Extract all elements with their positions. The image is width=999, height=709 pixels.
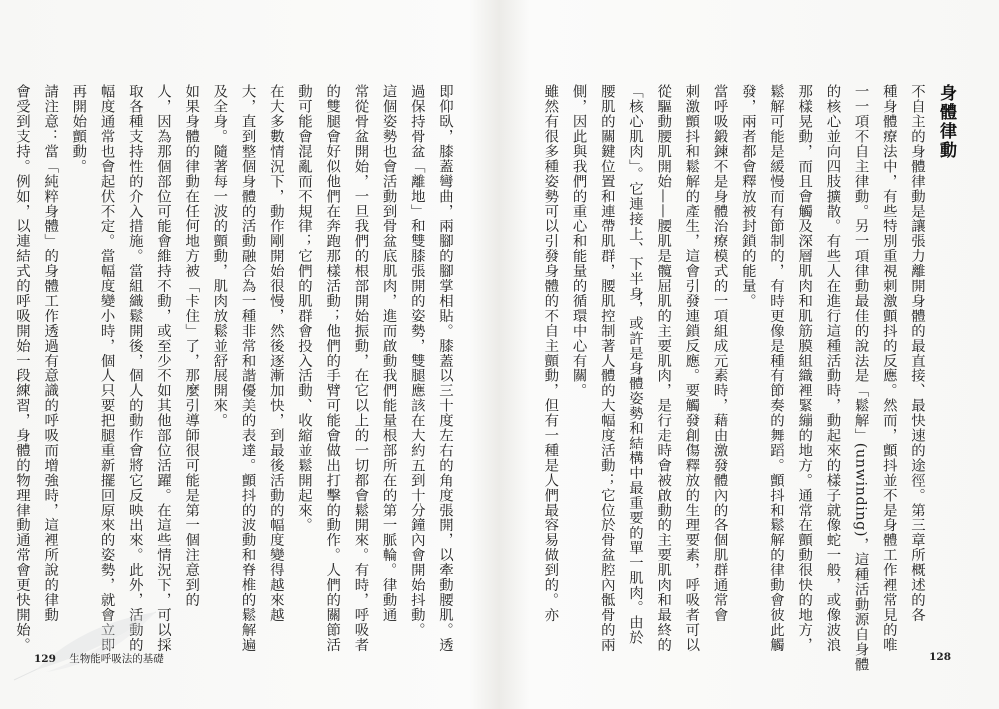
right-paragraph-line: 從驅動腰肌開始——腰肌是髖屈肌的主要肌肉，是行走時會被啟動的主要肌肉和最終的 <box>655 84 672 653</box>
right-paragraph-line: 雖然有很多種姿勢可以引發身體的不自主顫動，但有一種是人們最容易做到的。亦 <box>542 84 559 623</box>
left-paragraph-line: 人，因為那個部位可能會維持不動，或至少不如其他部位活躍。在這些情況下，可以採 <box>154 84 171 653</box>
right-paragraph-line: 不自主的身體律動是讓張力離開身體的最直接、最快速的途徑。第三章所概述的各 <box>909 84 925 623</box>
section-heading: 身體律動 <box>936 84 956 160</box>
left-paragraph-line: 大，直到整個身體的活動融合為一種非常和諧優美的表達。顫抖的波動和脊椎的鬆解遍 <box>239 84 256 653</box>
left-paragraph-line: 請注意：當「純粹身體」的身體工作透過有意識的呼吸而增強時，這裡所說的律動 <box>42 84 59 623</box>
right-page <box>500 0 999 709</box>
right-paragraph-line: 當呼吸鍛鍊不是身體治療模式的一項組成元素時，藉由激發體內的各個肌群通常會 <box>711 84 728 623</box>
right-paragraph-line: 「核心肌肉」。它連接上、下半身，或許是身體姿勢和結構中最重要的單一肌肉。由於 <box>626 84 643 645</box>
feather-watermark-icon <box>6 600 166 690</box>
left-paragraph-line: 過保持骨盆「離地」和雙膝張開的姿勢，雙腿應該在大約五到十分鐘內會開始抖動。 <box>408 84 425 638</box>
right-paragraph-line: 發，兩者都會釋放被封鎖的能量。 <box>739 84 756 309</box>
right-paragraph-line: 那樣晃動，而且會觸及深層肌肉和肌筋膜組織裡緊繃的地方。通常在顫動很快的地方， <box>796 84 813 653</box>
left-paragraph-line: 常從骨盆開始，一旦我們的根部開始振動，在它以上的一切都會鬆開來。有時，呼吸者 <box>352 84 369 653</box>
right-paragraph-line: 側，因此與我們的重心和能量的循環中心有關。 <box>570 84 587 398</box>
left-paragraph-line: 在大多數情況下，動作剛開始很慢，然後逐漸加快，到最後活動的幅度變得越來越 <box>267 84 284 623</box>
right-paragraph-line: 一一項不自主律動。另一項律動最佳的說法是「鬆解」(unwinding)，這種活動源自身體 <box>852 84 869 672</box>
right-paragraph-line: 刺激顫抖和鬆解的產生，這會引發連鎖反應。要觸發創傷釋放的生理要素，呼吸者可以 <box>683 84 700 653</box>
left-paragraph-line: 取各種支持性的介入措施。當組織鬆開後，個人的動作會將它反映出來。此外，活動的 <box>126 84 143 653</box>
left-page-number: 129 <box>34 653 56 665</box>
left-paragraph-line: 動可能會混亂而不規律；它們的肌群會投入活動、收縮並鬆開起來。 <box>295 84 312 533</box>
left-paragraph-line: 即仰臥，膝蓋彎曲，兩腳的腳掌相貼。膝蓋以三十度左右的角度張開，以牽動腰肌。透 <box>437 84 453 653</box>
right-paragraph-line: 腰肌的關鍵位置和連帶肌群，腰肌控制著人體的大幅度活動；它位於骨盆腔內骶骨的兩 <box>598 84 615 653</box>
right-paragraph-line: 種身體療法中，有些特別重視刺激顫抖的反應。然而，顫抖並不是身體工作裡常見的唯 <box>880 84 897 653</box>
right-paragraph-line: 的核心並向四肢擴散。有些人在進行這種活動時，動起來的樣子就像蛇一般，或像波浪 <box>824 84 841 653</box>
left-paragraph-line: 會受到支持。例如，以連結式的呼吸開始一段練習，身體的物理律動通常會更快開始。 <box>13 84 30 653</box>
left-page-body <box>9 84 459 653</box>
right-paragraph-line: 鬆解可能是緩慢而有節制的，有時更像是種有節奏的舞蹈。顫抖和鬆解的律動會彼此觸 <box>767 84 784 653</box>
left-paragraph-line: 再開始顫動。 <box>70 84 87 174</box>
left-paragraph-line: 的雙腿會好似他們在奔跑那樣活動；他們的手臂可能會做出打擊的動作。人們的關節活 <box>324 84 341 653</box>
left-paragraph-line: 及全身。隨著每一波的顫動，肌肉放鬆並舒展開來。 <box>211 84 228 428</box>
left-paragraph-line: 這個姿勢也會活動到骨盆底肌肉，進而啟動我們能量根部所在的第一脈輪。律動通 <box>380 84 397 623</box>
running-title: 生物能呼吸法的基礎 <box>69 653 164 665</box>
left-page <box>0 0 499 709</box>
left-page-footer <box>34 651 164 666</box>
right-page-number: 128 <box>929 651 951 663</box>
left-paragraph-line: 如果身體的律動在任何地方被「卡住」了，那麼引導師很可能是第一個注意到的 <box>183 84 200 608</box>
left-paragraph-line: 幅度通常也會起伏不定。當幅度變小時，個人只要把腿重新擺回原來的姿勢，就會立即 <box>98 84 115 653</box>
